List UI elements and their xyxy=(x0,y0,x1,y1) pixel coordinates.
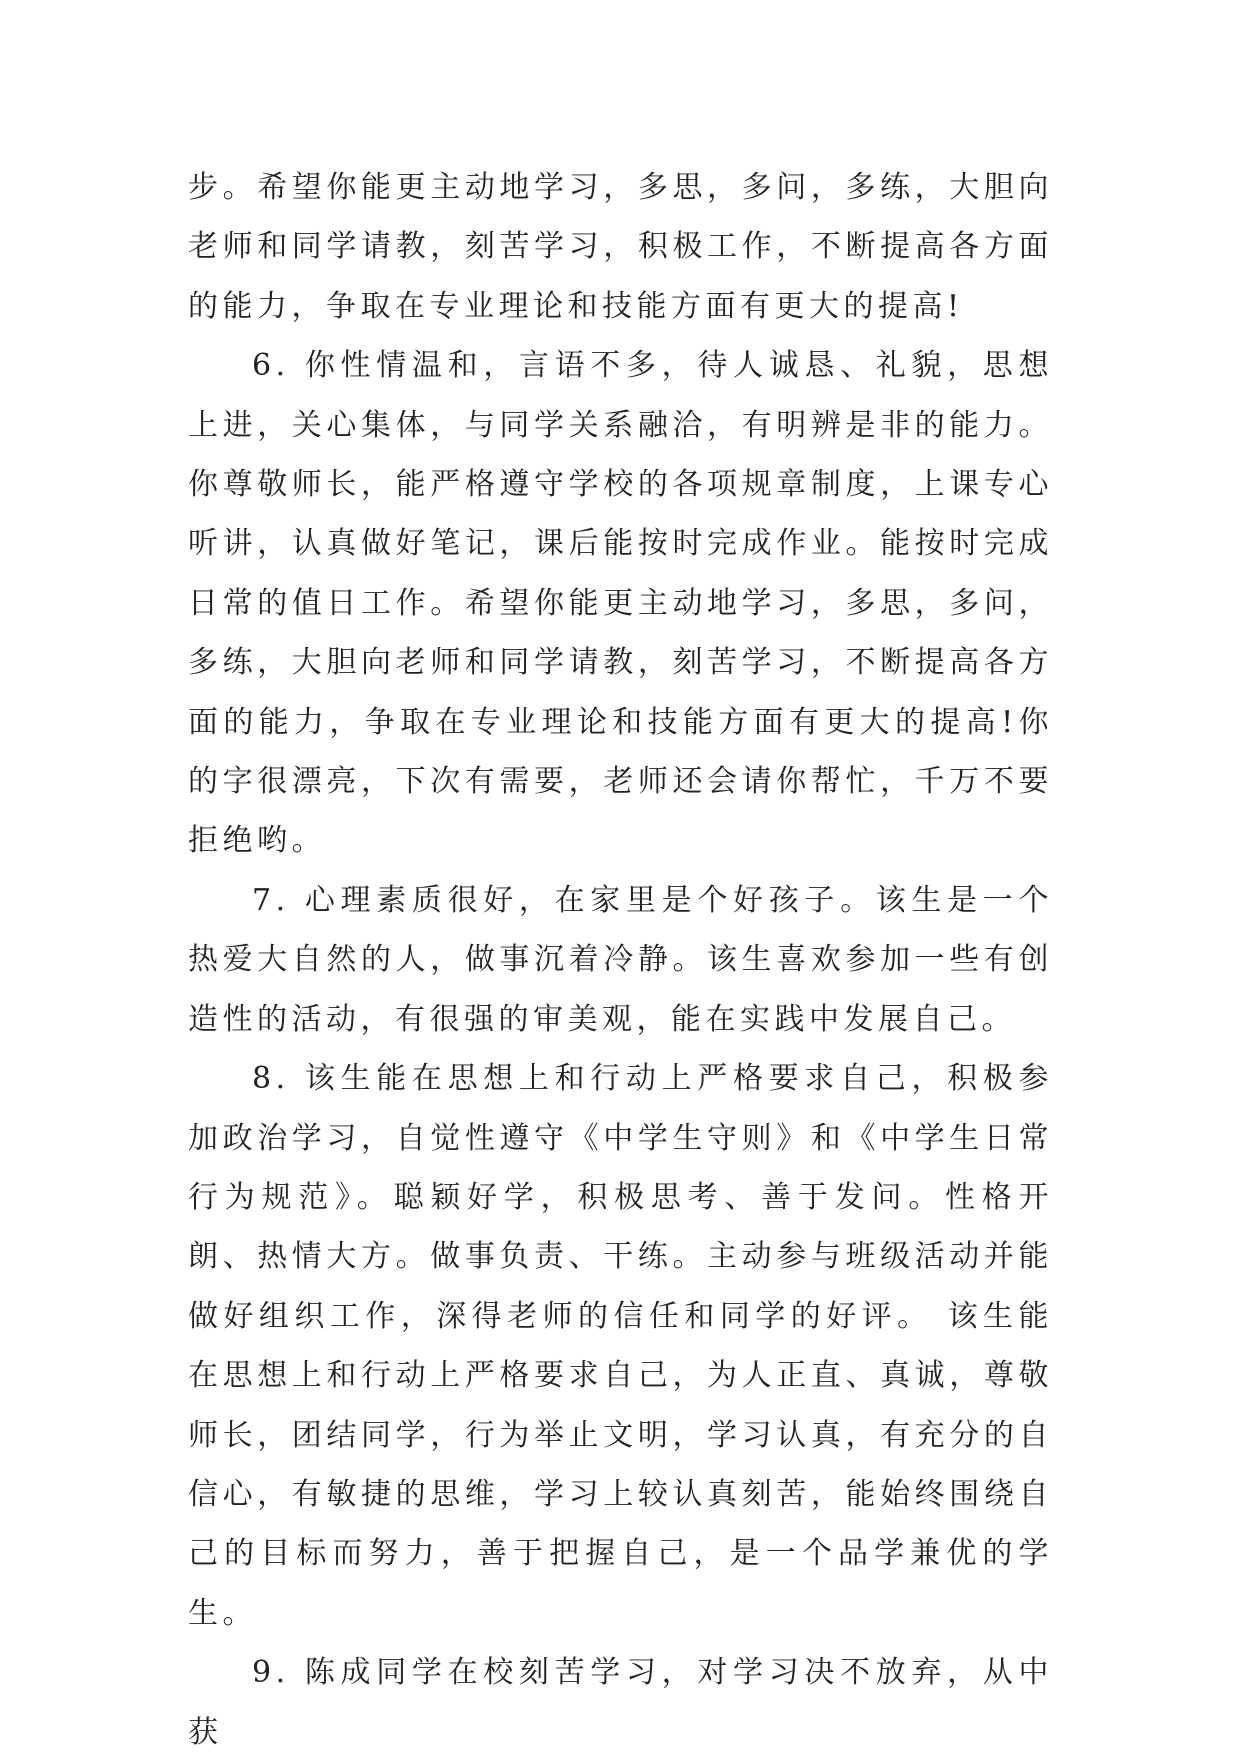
paragraph-7: 7. 心理素质很好，在家里是个好孩子。该生是一个热爱大自然的人，做事沉着冷静。该生喜欢参加一些有创造性的活动，有很强的审美观，能在实践中发展自己。 xyxy=(188,882,1053,1037)
document-body xyxy=(188,158,1053,1762)
paragraph-6: 6. 你性情温和，言语不多，待人诚恳、礼貌，思想上进，关心集体，与同学关系融洽，有明辨是非的能力。你尊敬师长，能严格遵守学校的各项规章制度，上课专心听讲，认真做好笔记，课后能按时完成作业。能按时完成日常的值日工作。希望你能更主动地学习，多思，多问，多练，大胆向老师和同学请教，刻苦学习，不断提高各方面的能力，争取在专业理论和技能方面有更大的提高!你的字很漂亮，下次有需要，老师还会请你帮忙，千万不要拒绝哟。 xyxy=(188,348,1053,859)
paragraph-5-continued: 步。希望你能更主动地学习，多思，多问，多练，大胆向老师和同学请教，刻苦学习，积极工作，不断提高各方面的能力，争取在专业理论和技能方面有更大的提高! xyxy=(188,170,1053,324)
paragraph-9: 9. 陈成同学在校刻苦学习，对学习决不放弃，从中获 xyxy=(188,1655,1053,1750)
paragraph-8: 8. 该生能在思想上和行动上严格要求自己，积极参加政治学习，自觉性遵守《中学生守则》和《中学生日常行为规范》。聪颖好学，积极思考、善于发问。性格开朗、热情大方。做事负责、干练。主动参与班级活动并能做好组织工作，深得老师的信任和同学的好评。 该生能在思想上和行动上严格要求自己，为人正直、真诚，尊敬师长，团结同学，行为举止文明，学习认真，有充分的自信心，有敏捷的思维，学习上较认真刻苦，能始终围绕自己的目标而努力，善于把握自己，是一个品学兼优的学生。 xyxy=(188,1061,1053,1631)
